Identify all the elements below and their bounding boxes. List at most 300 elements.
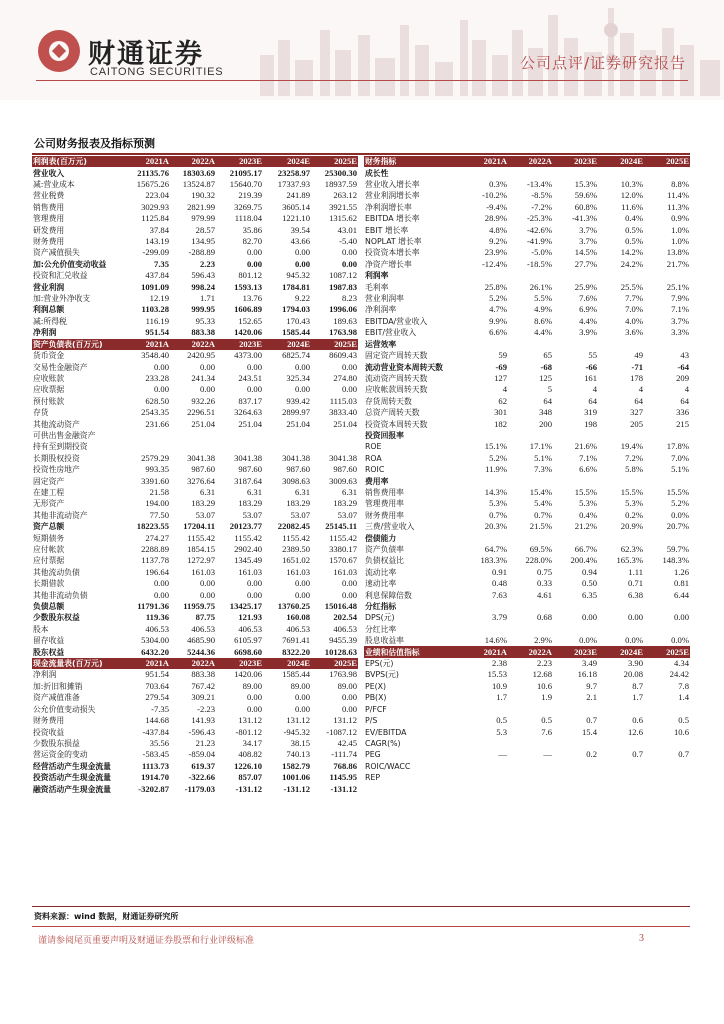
cell-value: 5.3% [489, 498, 507, 509]
disclaimer-link[interactable]: 谨请参阅尾页重要声明及财通证券股票和行业评级标准 [38, 936, 255, 946]
cell-value: 7.1% [579, 452, 597, 463]
cell-value: 274.80 [333, 372, 357, 383]
cell-value: 62.3% [620, 544, 643, 555]
cell-value [644, 532, 690, 543]
cell-value: -13.4% [526, 179, 552, 190]
cell-value: 5.2% [489, 452, 507, 463]
cell-value: 15.1% [484, 441, 507, 452]
cell-value: 883.38 [191, 669, 215, 680]
cell-value: 4.61 [536, 589, 552, 600]
cell-value: 42.45 [337, 737, 357, 748]
cell-value: 3833.40 [329, 407, 357, 418]
cell-value: 4.4% [534, 327, 552, 338]
cell-value: 6.31 [294, 486, 310, 497]
cell-value: 43 [680, 350, 689, 361]
table-row [32, 749, 358, 760]
cell-value: 3921.55 [329, 201, 357, 212]
cell-value: 7.7% [625, 293, 643, 304]
cell-value: 3098.63 [282, 475, 310, 486]
table-row [32, 453, 358, 464]
cell-value: 4.7% [489, 304, 507, 315]
row-label: 股息收益率 [365, 636, 404, 646]
cell-value [508, 339, 553, 350]
row-label: 其他非流动资产 [33, 510, 88, 520]
cell-value: 7.2% [625, 452, 643, 463]
cell-value: -42.6% [526, 224, 552, 235]
cell-value: 5 [547, 384, 552, 395]
cell-value: 170.43 [286, 315, 310, 326]
cell-value: 4.0% [625, 315, 643, 326]
cell-value: 243.51 [238, 372, 262, 383]
cell-value: 0.00 [341, 692, 357, 703]
table-row [32, 224, 358, 235]
table-row [364, 464, 690, 475]
cell-value: 15640.70 [229, 179, 262, 190]
cell-value: 0.00 [294, 703, 310, 714]
header-divider [36, 80, 688, 81]
cell-value: 0.00 [341, 384, 357, 395]
cell-value: 0.2% [625, 509, 643, 520]
cell-value: 17204.11 [183, 521, 215, 532]
cell-value: 1.26 [673, 566, 689, 577]
cell-value [644, 761, 690, 772]
cell-value: 82.70 [242, 236, 262, 247]
row-label: 无形资产 [33, 499, 65, 509]
cell-value: 4685.90 [187, 635, 215, 646]
cell-value: 65 [543, 350, 552, 361]
section-title: 公司财务报表及指标预测 [34, 137, 155, 150]
cell-value: 21095.17 [229, 167, 262, 178]
cell-value: 27.7% [574, 258, 597, 269]
cell-value: 1570.67 [329, 555, 357, 566]
cell-value: 183.29 [286, 498, 310, 509]
cell-value: 1155.42 [234, 532, 262, 543]
cell-value: 0.00 [341, 258, 357, 269]
table-row [364, 544, 690, 555]
row-label: EBITDA 增长率 [365, 214, 420, 224]
cell-value: -3202.87 [138, 783, 169, 794]
table-row [364, 247, 690, 258]
row-label: 利润率 [365, 271, 389, 281]
row-label: 净利润 [33, 670, 57, 680]
cell-value: 0.00 [246, 692, 262, 703]
cell-value: 3.7% [579, 224, 597, 235]
cell-value: 64 [588, 395, 597, 406]
cell-value: 6698.60 [234, 646, 262, 657]
row-label: 营运资金的变动 [33, 750, 88, 760]
cell-value: 3.90 [627, 658, 643, 669]
cell-value: 2.9% [534, 635, 552, 646]
cell-value: -5.0% [531, 247, 552, 258]
table-row [32, 726, 358, 737]
cell-value: 2022A [508, 646, 553, 657]
row-label: 应收账款 [33, 373, 65, 383]
cell-value: 2.38 [491, 658, 507, 669]
cell-value: 25300.30 [324, 167, 357, 178]
cell-value [598, 761, 644, 772]
cell-value: 0.00 [199, 578, 215, 589]
cell-value: 116.19 [145, 315, 169, 326]
cell-value: 9455.39 [329, 635, 357, 646]
cell-value: 0.0% [671, 509, 689, 520]
row-label: 营业收入 [33, 168, 65, 178]
cell-value: 596.43 [191, 270, 215, 281]
cell-value: 0.5% [625, 224, 643, 235]
cell-value: 5.4% [534, 498, 552, 509]
table-row [32, 304, 358, 315]
row-label: 资产减值准备 [33, 693, 80, 703]
row-label: P/S [365, 716, 378, 726]
cell-value: 2022A [170, 658, 216, 669]
row-label: 业绩和估值指标 [364, 646, 464, 657]
cell-value: 3276.64 [187, 475, 215, 486]
cell-value: 327 [630, 407, 643, 418]
cell-value: 1001.06 [282, 772, 310, 783]
cell-value: 0.00 [199, 589, 215, 600]
cell-value [598, 772, 644, 783]
cell-value: 53.07 [242, 509, 262, 520]
cell-value: -7.35 [151, 703, 169, 714]
row-label: 流动资产周转天数 [365, 373, 428, 383]
cell-value: 15675.26 [136, 179, 169, 190]
cell-value [508, 475, 553, 486]
cell-value: 0.00 [153, 384, 169, 395]
cell-value: 35.86 [242, 224, 262, 235]
row-label: 偿债能力 [365, 533, 397, 543]
cell-value: 0.0% [625, 635, 643, 646]
cell-value: 6.31 [246, 486, 262, 497]
cell-value: 19.4% [620, 441, 643, 452]
cell-value: 25.5% [620, 281, 643, 292]
cell-value: 6.6% [579, 464, 597, 475]
row-label: PE(X) [365, 681, 387, 691]
cell-value: 205 [630, 418, 643, 429]
table-row [32, 190, 358, 201]
cell-value [464, 430, 508, 441]
table-row [364, 396, 690, 407]
table-row [364, 704, 690, 715]
cell-value: 202.54 [333, 612, 357, 623]
cell-value: 2.23 [199, 258, 215, 269]
cell-value: 190.32 [191, 190, 215, 201]
cell-value: 7.35 [153, 258, 169, 269]
row-label: 存货周转天数 [365, 396, 412, 406]
cell-value: 8.8% [671, 179, 689, 190]
cell-value: 1.9 [541, 692, 552, 703]
table-row [364, 236, 690, 247]
row-label: 投资收益 [33, 727, 65, 737]
cell-value: -2.23 [197, 703, 215, 714]
cell-value: 0.00 [341, 589, 357, 600]
row-label: 管理费用率 [365, 499, 404, 509]
cell-value: 3029.93 [141, 201, 169, 212]
row-label: 管理费用 [33, 214, 65, 224]
row-label: REP [365, 773, 381, 783]
cell-value: 35.56 [149, 737, 169, 748]
cell-value: 3041.38 [187, 452, 215, 463]
cell-value: -12.4% [481, 258, 507, 269]
cell-value: 25.8% [484, 281, 507, 292]
table-row [364, 612, 690, 623]
cell-value: -131.12 [235, 783, 262, 794]
cell-value: 2389.50 [282, 544, 310, 555]
row-label: 三费/营业收入 [365, 522, 415, 532]
cell-value: — [498, 749, 507, 760]
row-label: 资产负债率 [365, 545, 404, 555]
cell-value: 141.93 [191, 715, 215, 726]
cell-value [464, 772, 508, 783]
table-row [364, 761, 690, 772]
cell-value: 4 [684, 384, 689, 395]
cell-value: 14.6% [484, 635, 507, 646]
cell-value: -66 [585, 361, 597, 372]
cell-value: 740.13 [286, 749, 310, 760]
cell-value: 408.82 [238, 749, 262, 760]
cell-value: 5.3% [625, 498, 643, 509]
row-label: 公允价值变动损失 [33, 704, 96, 714]
cell-value: 55 [588, 350, 597, 361]
row-label: 销售费用 [33, 202, 65, 212]
table-row [364, 373, 690, 384]
cell-value: 2021A [124, 658, 170, 669]
row-label: 加:公允价值变动收益 [33, 259, 107, 269]
cell-value: 1221.10 [282, 213, 310, 224]
cell-value: 1582.79 [282, 760, 310, 771]
row-label: 短期债务 [33, 533, 65, 543]
cell-value: 4373.00 [234, 350, 262, 361]
cell-value: -801.12 [235, 726, 262, 737]
cell-value: 2025E [311, 658, 358, 669]
cell-value: 121.93 [238, 612, 262, 623]
cell-value [464, 475, 508, 486]
cell-value: 1794.03 [282, 304, 310, 315]
cell-value: 53.07 [195, 509, 215, 520]
cell-value: 219.39 [238, 190, 262, 201]
cell-value [124, 430, 170, 441]
cell-value: 0.00 [294, 692, 310, 703]
cell-value: 21.2% [574, 521, 597, 532]
table-row [32, 213, 358, 224]
cell-value: 53.07 [290, 509, 310, 520]
table-row [364, 418, 690, 429]
cell-value: 3.3% [671, 327, 689, 338]
row-label: 成长性 [365, 168, 389, 178]
row-label: 分红指标 [365, 602, 397, 612]
row-label: PB(X) [365, 693, 387, 703]
cell-value: 4.8% [489, 224, 507, 235]
cell-value: 2021A [464, 156, 508, 167]
table-row [32, 567, 358, 578]
table-row [32, 247, 358, 258]
table-header-row [32, 156, 358, 167]
cell-value [644, 475, 690, 486]
cell-value: 5.2% [489, 293, 507, 304]
cell-value: 1996.06 [329, 304, 357, 315]
cell-value: -25.3% [526, 213, 552, 224]
row-label: ROE [365, 442, 382, 452]
cell-value: 5.8% [625, 464, 643, 475]
cell-value: 21.23 [195, 737, 215, 748]
row-label: 减:营业成本 [33, 180, 75, 190]
table-row [32, 475, 358, 486]
cell-value [553, 475, 598, 486]
table-row [32, 498, 358, 509]
row-label: 投资回报率 [365, 430, 404, 440]
cell-value [553, 761, 598, 772]
cell-value: 1420.06 [234, 669, 262, 680]
cell-value: 0.7 [586, 715, 597, 726]
cell-value: 0.7% [534, 509, 552, 520]
cell-value: 0.6 [632, 715, 643, 726]
financial-statements-table [32, 156, 358, 795]
cell-value: 1.7 [632, 692, 643, 703]
table-row [364, 726, 690, 737]
cell-value: 1784.81 [282, 281, 310, 292]
cell-value: 3009.63 [329, 475, 357, 486]
cell-value: 6432.20 [141, 646, 169, 657]
cell-value: 15.53 [487, 669, 507, 680]
row-label: PEG [365, 750, 381, 760]
cell-value: 406.53 [145, 623, 169, 634]
cell-value: 1651.02 [282, 555, 310, 566]
page-number: 3 [639, 933, 644, 944]
cell-value: 37.84 [149, 224, 169, 235]
cell-value: 198 [584, 418, 597, 429]
table-row [364, 361, 690, 372]
cell-value: 10128.63 [324, 646, 357, 657]
cell-value: 2902.40 [234, 544, 262, 555]
cell-value [553, 167, 598, 178]
cell-value [644, 704, 690, 715]
cell-value: 0.00 [153, 578, 169, 589]
table-row [32, 578, 358, 589]
row-label: BVPS(元) [365, 670, 399, 680]
cell-value [311, 430, 358, 441]
row-label: 流动比率 [365, 567, 397, 577]
cell-value: 406.53 [286, 623, 310, 634]
cell-value: 26.1% [529, 281, 552, 292]
cell-value: 0.71 [627, 578, 643, 589]
table-row [364, 167, 690, 178]
cell-value: -583.45 [142, 749, 169, 760]
cell-value: 0.9% [671, 213, 689, 224]
cell-value: 5244.36 [187, 646, 215, 657]
cell-value: 619.37 [191, 760, 215, 771]
cell-value [598, 704, 644, 715]
table-row [364, 487, 690, 498]
row-label: 营业利润 [33, 282, 65, 292]
table-row [32, 487, 358, 498]
cell-value: 3391.60 [141, 475, 169, 486]
row-label: 流动营业资本周转天数 [365, 362, 443, 372]
cell-value: 932.26 [191, 395, 215, 406]
cell-value [644, 430, 690, 441]
cell-value: 8.6% [534, 315, 552, 326]
cell-value: 14.3% [484, 486, 507, 497]
cell-value [216, 441, 263, 452]
cell-value: 1.0% [671, 236, 689, 247]
cell-value [464, 270, 508, 281]
cell-value: 241.89 [286, 190, 310, 201]
cell-value: 0.00 [294, 258, 310, 269]
cell-value: 2579.29 [141, 452, 169, 463]
cell-value: 53.07 [337, 509, 357, 520]
cell-value: 233.28 [145, 372, 169, 383]
cell-value: 1118.04 [234, 213, 262, 224]
cell-value: 64 [543, 395, 552, 406]
table-row [364, 555, 690, 566]
cell-value: 11.9% [485, 464, 507, 475]
cell-value: 49 [634, 350, 643, 361]
cell-value: 43.01 [337, 224, 357, 235]
table-row [32, 270, 358, 281]
cell-value: 767.42 [191, 680, 215, 691]
cell-value: 1.4 [678, 692, 689, 703]
cell-value: 0.00 [246, 384, 262, 395]
cell-value: 0.5% [625, 236, 643, 247]
cell-value: 2023E [553, 646, 598, 657]
cell-value: -8.5% [531, 190, 552, 201]
cell-value: 1272.97 [187, 555, 215, 566]
cell-value: 15.4 [581, 726, 597, 737]
row-label: EV/EBITDA [365, 727, 407, 737]
cell-value: -1179.03 [184, 783, 215, 794]
cell-value: 20.3% [484, 521, 507, 532]
table-row [364, 510, 690, 521]
cell-value [553, 270, 598, 281]
cell-value: 1345.49 [234, 555, 262, 566]
cell-value: 64 [680, 395, 689, 406]
row-label: 财务费用率 [365, 510, 404, 520]
table-row [32, 715, 358, 726]
table-row [364, 772, 690, 783]
cell-value: 6.9% [579, 304, 597, 315]
cell-value: 12.6 [627, 726, 643, 737]
cell-value: 2025E [644, 646, 690, 657]
cell-value: 1155.42 [282, 532, 310, 543]
cell-value: 13425.17 [229, 601, 262, 612]
row-label: 少数股东损益 [33, 738, 80, 748]
cell-value: 18303.69 [182, 167, 215, 178]
row-label: 预付账款 [33, 396, 65, 406]
row-label: 留存收益 [33, 636, 65, 646]
row-label: 速动比率 [365, 579, 397, 589]
cell-value: 13.8% [666, 247, 689, 258]
cell-value: 160.08 [286, 612, 310, 623]
table-row [364, 589, 690, 600]
cell-value: 1854.15 [187, 544, 215, 555]
cell-value: 628.50 [145, 395, 169, 406]
cell-value: 2021A [124, 339, 170, 350]
cell-value: 0.7% [489, 509, 507, 520]
cell-value: 89.00 [290, 680, 310, 691]
cell-value [508, 270, 553, 281]
cell-value: -596.43 [188, 726, 215, 737]
cell-value: 5.3 [496, 726, 507, 737]
cell-value: 2821.99 [187, 201, 215, 212]
table-row [364, 498, 690, 509]
cell-value: 1593.13 [234, 281, 262, 292]
cell-value: 0.5 [678, 715, 689, 726]
row-label: 减:所得税 [33, 316, 67, 326]
cell-value: 59 [498, 350, 507, 361]
cell-value: 7.1% [671, 304, 689, 315]
cell-value: -945.32 [283, 726, 310, 737]
cell-value: 13760.25 [277, 601, 310, 612]
logo-name-cn: 财通证券 [88, 39, 204, 70]
cell-value: 0.00 [294, 361, 310, 372]
table-row [32, 589, 358, 600]
